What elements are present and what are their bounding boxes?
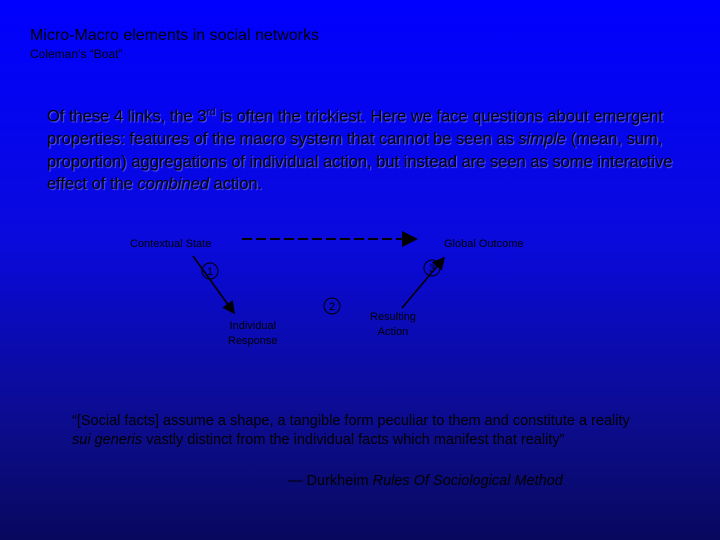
resulting-action-line-1: Resulting [370, 311, 416, 323]
body-text-part: is often the trickiest. Here we face questions about emergent properties: features of the macro system that cannot be seen as [47, 107, 664, 148]
citation-dash: — [288, 473, 307, 489]
slide-subtitle: Coleman’s “Boat” [30, 47, 123, 61]
link-3-arrow [402, 258, 444, 308]
body-text-part: (mean, sum, proportion) aggregations of individual action, but instead are seen as some interactive effect of the [47, 130, 673, 193]
body-text-part: Of these 4 links, the 3 [47, 107, 207, 126]
body-superscript: rd [206, 107, 216, 118]
durkheim-quote [72, 412, 632, 450]
body-emphasis-combined: combined [137, 175, 210, 193]
link-1-number: 1 [206, 266, 214, 278]
resulting-action-label [370, 310, 416, 340]
citation-work: Rules Of Sociological Method [372, 473, 563, 489]
body-emphasis-simple: simple [518, 130, 567, 148]
individual-response-line-2: Response [228, 335, 278, 347]
body-text-part: action. [209, 175, 263, 193]
resulting-action-line-2: Action [377, 326, 409, 338]
quote-emphasis: sui generis [72, 432, 143, 448]
link-1-arrow [193, 256, 234, 313]
individual-response-label [228, 319, 278, 349]
quote-text-part: “[Social facts] assume a shape, a tangible form peculiar to them and constitute a reality [72, 413, 630, 429]
link-3-number: 3 [428, 263, 436, 275]
slide-title: Micro-Macro elements in social networks [30, 27, 319, 44]
citation-author: Durkheim [306, 473, 373, 489]
quote-citation [288, 473, 563, 489]
quote-text-part: vastly distinct from the individual facts which manifest that reality” [142, 432, 565, 448]
individual-response-line-1: Individual [229, 320, 277, 332]
link-2-number: 2 [328, 301, 336, 313]
contextual-state-label: Contextual State [130, 238, 212, 250]
global-outcome-label: Global Outcome [444, 238, 524, 250]
